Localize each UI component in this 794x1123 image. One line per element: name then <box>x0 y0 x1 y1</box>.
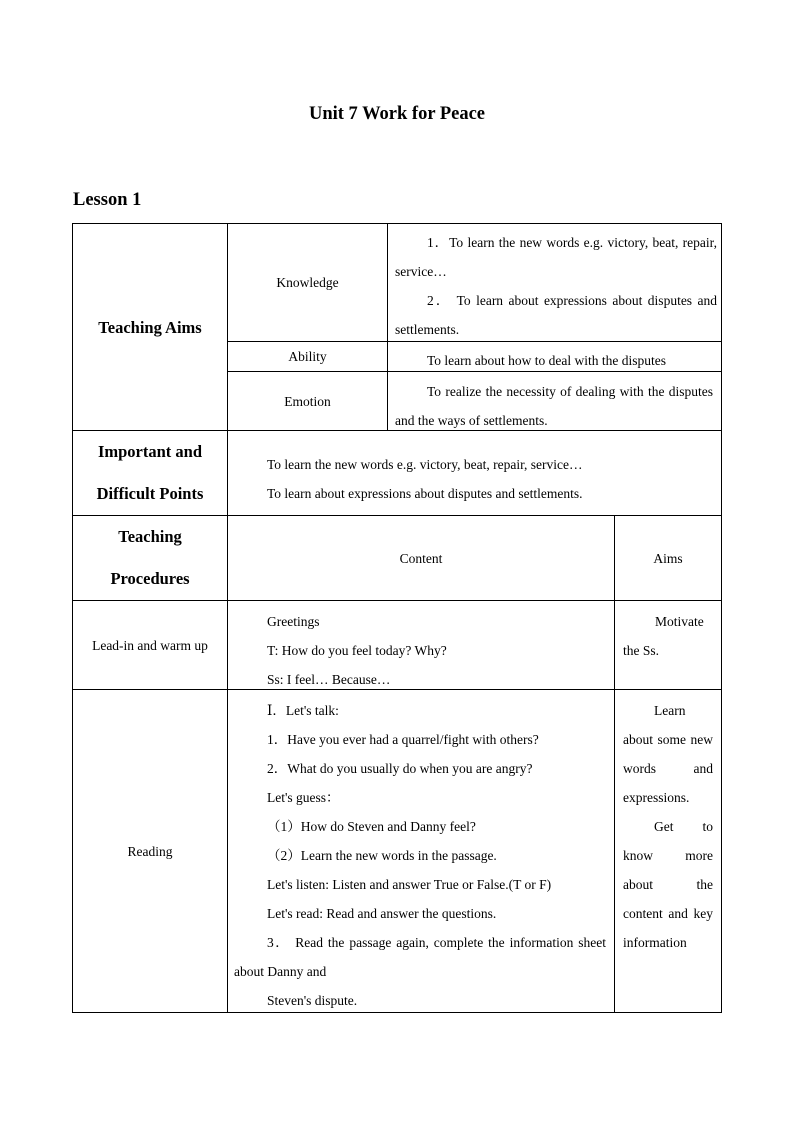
reading-line-8: Let's read: Read and answer the questions. <box>267 906 497 921</box>
reading-label: Reading <box>127 843 173 859</box>
points-content <box>267 450 717 508</box>
emotion-label: Emotion <box>284 393 331 409</box>
teaching-aims-heading: Teaching Aims <box>98 317 202 337</box>
lead-in-content <box>267 607 612 694</box>
lead-in-label: Lead-in and warm up <box>92 637 208 653</box>
points-line-1: To learn the new words e.g. victory, beat, repair, service… <box>267 457 583 472</box>
points-heading-line-1: Important and <box>97 442 203 461</box>
reading-line-5: （1）How do Steven and Danny feel? <box>267 819 476 834</box>
reading-aims-2: Get to know more about the content and key information <box>623 819 713 950</box>
reading-line-1: Ⅰ．Let's talk: <box>267 703 339 718</box>
points-line-2: To learn about expressions about disputes and settlements. <box>267 486 583 501</box>
knowledge-item-2: 2． To learn about expressions about disputes and settlements. <box>395 293 717 337</box>
procedures-heading-line-2: Procedures <box>110 569 190 588</box>
reading-aims-1: Learn about some new words and expressions. <box>623 703 713 805</box>
reading-content <box>234 696 606 1015</box>
lead-in-aims: Motivate the Ss. <box>623 614 704 658</box>
emotion-content: To realize the necessity of dealing with the disputes and the ways of settlements. <box>395 384 713 428</box>
reading-aims <box>623 696 713 957</box>
reading-line-3: 2．What do you usually do when you are angry? <box>267 761 533 776</box>
procedures-heading-line-1: Teaching <box>118 527 182 546</box>
aims-column-header: Aims <box>653 550 683 566</box>
document-title: Unit 7 Work for Peace <box>308 104 486 124</box>
reading-line-2: 1．Have you ever had a quarrel/fight with others? <box>267 732 539 747</box>
lead-in-line-1: Greetings <box>267 614 320 629</box>
reading-item-3: 3． Read the passage again, complete the information sheet about Danny and <box>234 935 606 979</box>
knowledge-label: Knowledge <box>276 275 339 290</box>
knowledge-content <box>395 228 717 344</box>
lead-in-line-3: Ss: I feel… Because… <box>267 672 391 687</box>
reading-line-4: Let's guess： <box>267 790 340 805</box>
lead-in-line-2: T: How do you feel today? Why? <box>267 643 447 658</box>
reading-line-6: （2）Learn the new words in the passage. <box>267 848 497 863</box>
reading-line-7: Let's listen: Listen and answer True or False.(T or F) <box>267 877 552 892</box>
ability-label: Ability <box>288 349 327 364</box>
lesson-heading: Lesson 1 <box>73 190 142 210</box>
ability-content: To learn about how to deal with the disputes <box>427 353 667 368</box>
points-heading <box>73 431 227 515</box>
content-column-header: Content <box>399 550 443 566</box>
procedures-heading <box>73 516 227 600</box>
reading-item-3-end: Steven's dispute. <box>267 993 358 1008</box>
points-heading-line-2: Difficult Points <box>96 484 204 503</box>
knowledge-item-1: 1．To learn the new words e.g. victory, beat, repair, service… <box>395 235 717 279</box>
